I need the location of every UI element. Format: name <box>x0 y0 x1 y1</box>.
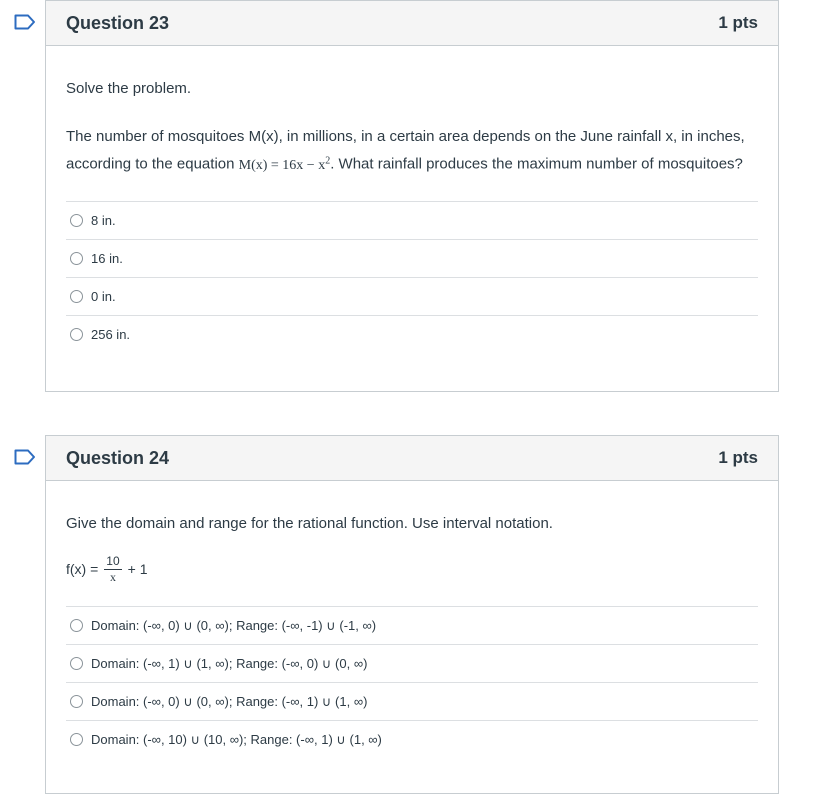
answer-option[interactable] <box>66 682 758 720</box>
answer-option[interactable] <box>66 239 758 277</box>
fraction-denominator: x <box>109 570 116 584</box>
answer-option[interactable] <box>66 315 758 353</box>
answer-option[interactable] <box>66 277 758 315</box>
radio-button[interactable] <box>70 252 83 265</box>
function-lhs: f(x) = <box>66 561 99 577</box>
radio-button[interactable] <box>70 619 83 632</box>
question-header <box>46 1 778 46</box>
fraction <box>104 555 121 583</box>
question-body <box>46 512 778 758</box>
question-text-before: The number of mosquitoes M(x), in millions, in a certain area depends on the June rainfall x, in inches, according to the equation <box>66 128 745 173</box>
answer-label: Domain: (-∞, 0) ∪ (0, ∞); Range: (-∞, -1) ∪ (-1, ∞) <box>91 617 377 633</box>
question-23 <box>45 0 779 392</box>
answer-label: 8 in. <box>91 212 116 228</box>
radio-button[interactable] <box>70 695 83 708</box>
answer-option[interactable] <box>66 201 758 239</box>
question-instruction: Solve the problem. <box>66 80 192 97</box>
question-text <box>66 125 758 178</box>
question-24 <box>45 435 779 794</box>
equation-exponent: 2 <box>325 155 331 166</box>
question-instruction: Give the domain and range for the rational function. Use interval notation. <box>66 515 553 532</box>
radio-button[interactable] <box>70 214 83 227</box>
answer-label: Domain: (-∞, 10) ∪ (10, ∞); Range: (-∞, 1) ∪ (1, ∞) <box>91 731 382 747</box>
question-header <box>46 436 778 481</box>
flag-question-icon[interactable] <box>14 14 36 30</box>
answer-option[interactable] <box>66 606 758 644</box>
radio-button[interactable] <box>70 733 83 746</box>
answer-list <box>66 606 758 758</box>
question-text-after: . What rainfall produces the maximum number of mosquitoes? <box>330 155 743 173</box>
equation-main: M(x) = 16x − x <box>238 157 326 173</box>
fraction-numerator: 10 <box>106 554 120 568</box>
flag-question-icon[interactable] <box>14 449 36 465</box>
question-body <box>46 77 778 353</box>
function-rhs: + 1 <box>127 561 148 577</box>
question-title: Question 24 <box>66 447 170 468</box>
answer-option[interactable] <box>66 720 758 758</box>
question-points: 1 pts <box>718 13 758 32</box>
answer-option[interactable] <box>66 644 758 682</box>
answer-list <box>66 201 758 353</box>
question-title: Question 23 <box>66 12 170 33</box>
radio-button[interactable] <box>70 290 83 303</box>
answer-label: 16 in. <box>91 250 123 266</box>
radio-button[interactable] <box>70 328 83 341</box>
answer-label: 0 in. <box>91 288 116 304</box>
question-points: 1 pts <box>718 448 758 467</box>
radio-button[interactable] <box>70 657 83 670</box>
answer-label: 256 in. <box>91 326 131 342</box>
function-expression <box>66 553 758 585</box>
answer-label: Domain: (-∞, 0) ∪ (0, ∞); Range: (-∞, 1) ∪ (1, ∞) <box>91 693 368 709</box>
equation <box>238 155 331 173</box>
answer-label: Domain: (-∞, 1) ∪ (1, ∞); Range: (-∞, 0) ∪ (0, ∞) <box>91 655 368 671</box>
